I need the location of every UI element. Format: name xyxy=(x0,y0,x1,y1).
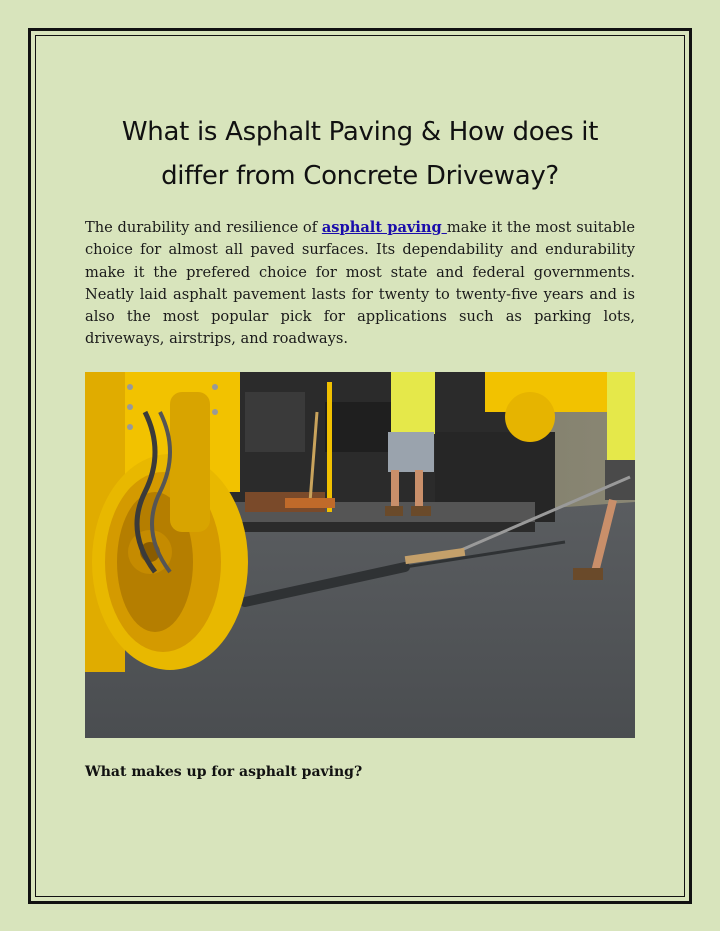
asphalt-paving-photo xyxy=(85,372,635,738)
asphalt-paving-link[interactable]: asphalt paving xyxy=(321,219,447,236)
intro-paragraph xyxy=(85,217,635,351)
title-line-2: differ from Concrete Driveway? xyxy=(161,161,559,191)
intro-text-after-link: make it the most suitable choice for almost all paved surfaces. Its dependability and endurability make it the prefered choice for most state and federal governments. Neatly laid asphalt pavement lasts for twenty to twenty-five years and is also the most popular pick for applications such as parking lots, driveways, airstrips, and roadways. xyxy=(85,219,635,348)
intro-text-before-link: The durability and resilience of xyxy=(85,219,322,236)
section-subheading: What makes up for asphalt paving? xyxy=(85,764,363,780)
title-line-1: What is Asphalt Paving & How does it xyxy=(121,117,599,147)
article-title xyxy=(84,110,636,198)
